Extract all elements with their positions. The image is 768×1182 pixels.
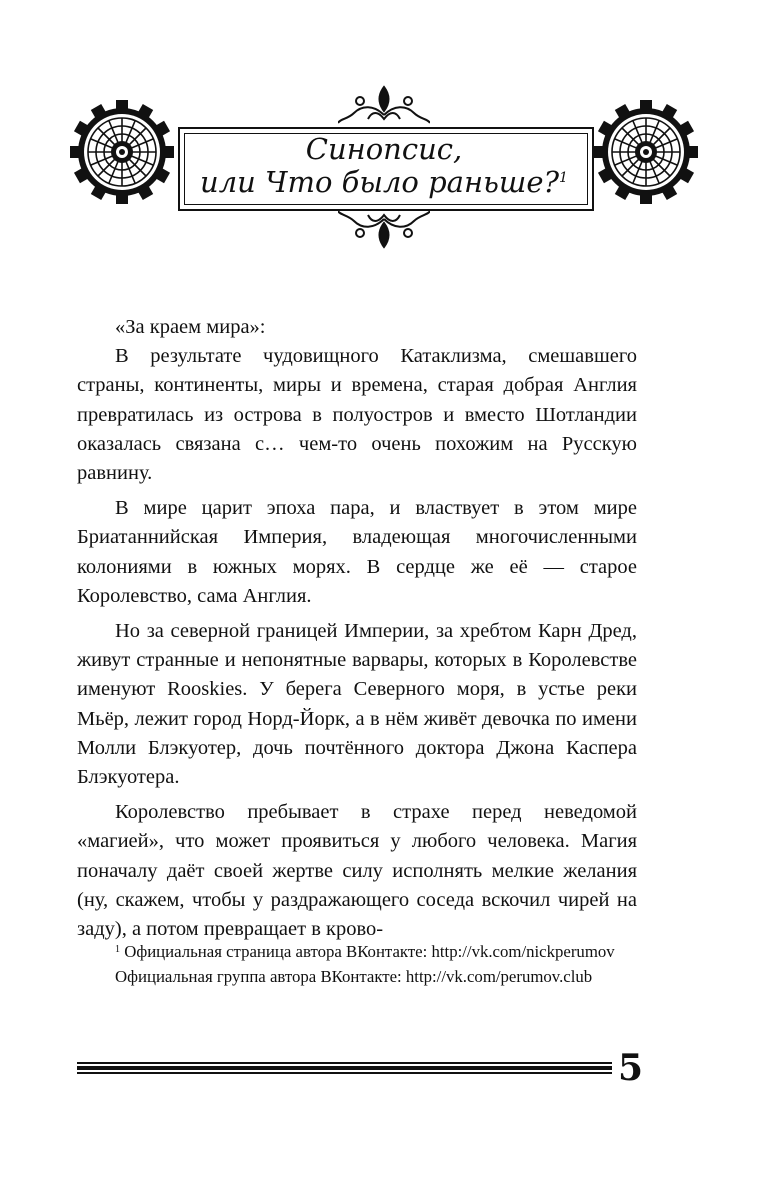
chapter-title-line1: Синопсис, bbox=[305, 132, 463, 166]
paragraph: В мире царит эпоха пара, и властвует в этом мире Бриатаннийская Империя, владеющая многочисленными колониями в южных морях. В сердце же её — старое Королевство, сама Англия. bbox=[77, 497, 637, 607]
footnote: $^1$ Официальная страница автора ВКонтакте: http://vk.com/nickperumov bbox=[115, 942, 615, 961]
body-text bbox=[77, 313, 637, 950]
chapter-title bbox=[178, 133, 590, 199]
footnotes bbox=[77, 940, 637, 989]
footer-rule bbox=[77, 1060, 612, 1080]
chapter-title-line2: или Что было раньше?$^1$ bbox=[200, 165, 568, 199]
flourish-icon bbox=[338, 85, 430, 125]
footnote-mark: 1 bbox=[559, 170, 568, 186]
chapter-header bbox=[70, 85, 698, 275]
flourish-icon bbox=[338, 209, 430, 249]
paragraph: «За краем мира»: bbox=[115, 316, 266, 338]
gear-icon bbox=[594, 100, 698, 204]
paragraph: Королевство пребывает в страхе перед неведомой «магией», что может проявиться у любого человека. Магия поначалу даёт своей жертве силу исполнять мелкие желания (ну, скажем, чтобы у раздражающего соседа вскочил чирей на заду), а потом превращает в крово- bbox=[77, 801, 637, 941]
footnote: Официальная группа автора ВКонтакте: http://vk.com/perumov.club bbox=[115, 966, 593, 986]
gear-icon bbox=[70, 100, 174, 204]
paragraph: В результате чудовищного Катаклизма, смешавшего страны, континенты, миры и времена, старая добрая Англия превратилась из острова в полуостров и вместо Шотландии оказалась связана с… чем-то очень похожим на Русскую равнину. bbox=[77, 345, 637, 485]
paragraph: Но за северной границей Империи, за хребтом Карн Дред, живут странные и непонятные варвары, которых в Королевстве именуют Rooskies. У берега Северного моря, в устье реки Мьёр, лежит город Норд-Йорк, а в нём живёт девочка по имени Молли Блэкуотер, дочь почтённого доктора Джона Каспера Блэкуотера. bbox=[77, 620, 637, 789]
page-number: 5 bbox=[618, 1047, 644, 1089]
footnote-number: 1 bbox=[115, 944, 120, 955]
